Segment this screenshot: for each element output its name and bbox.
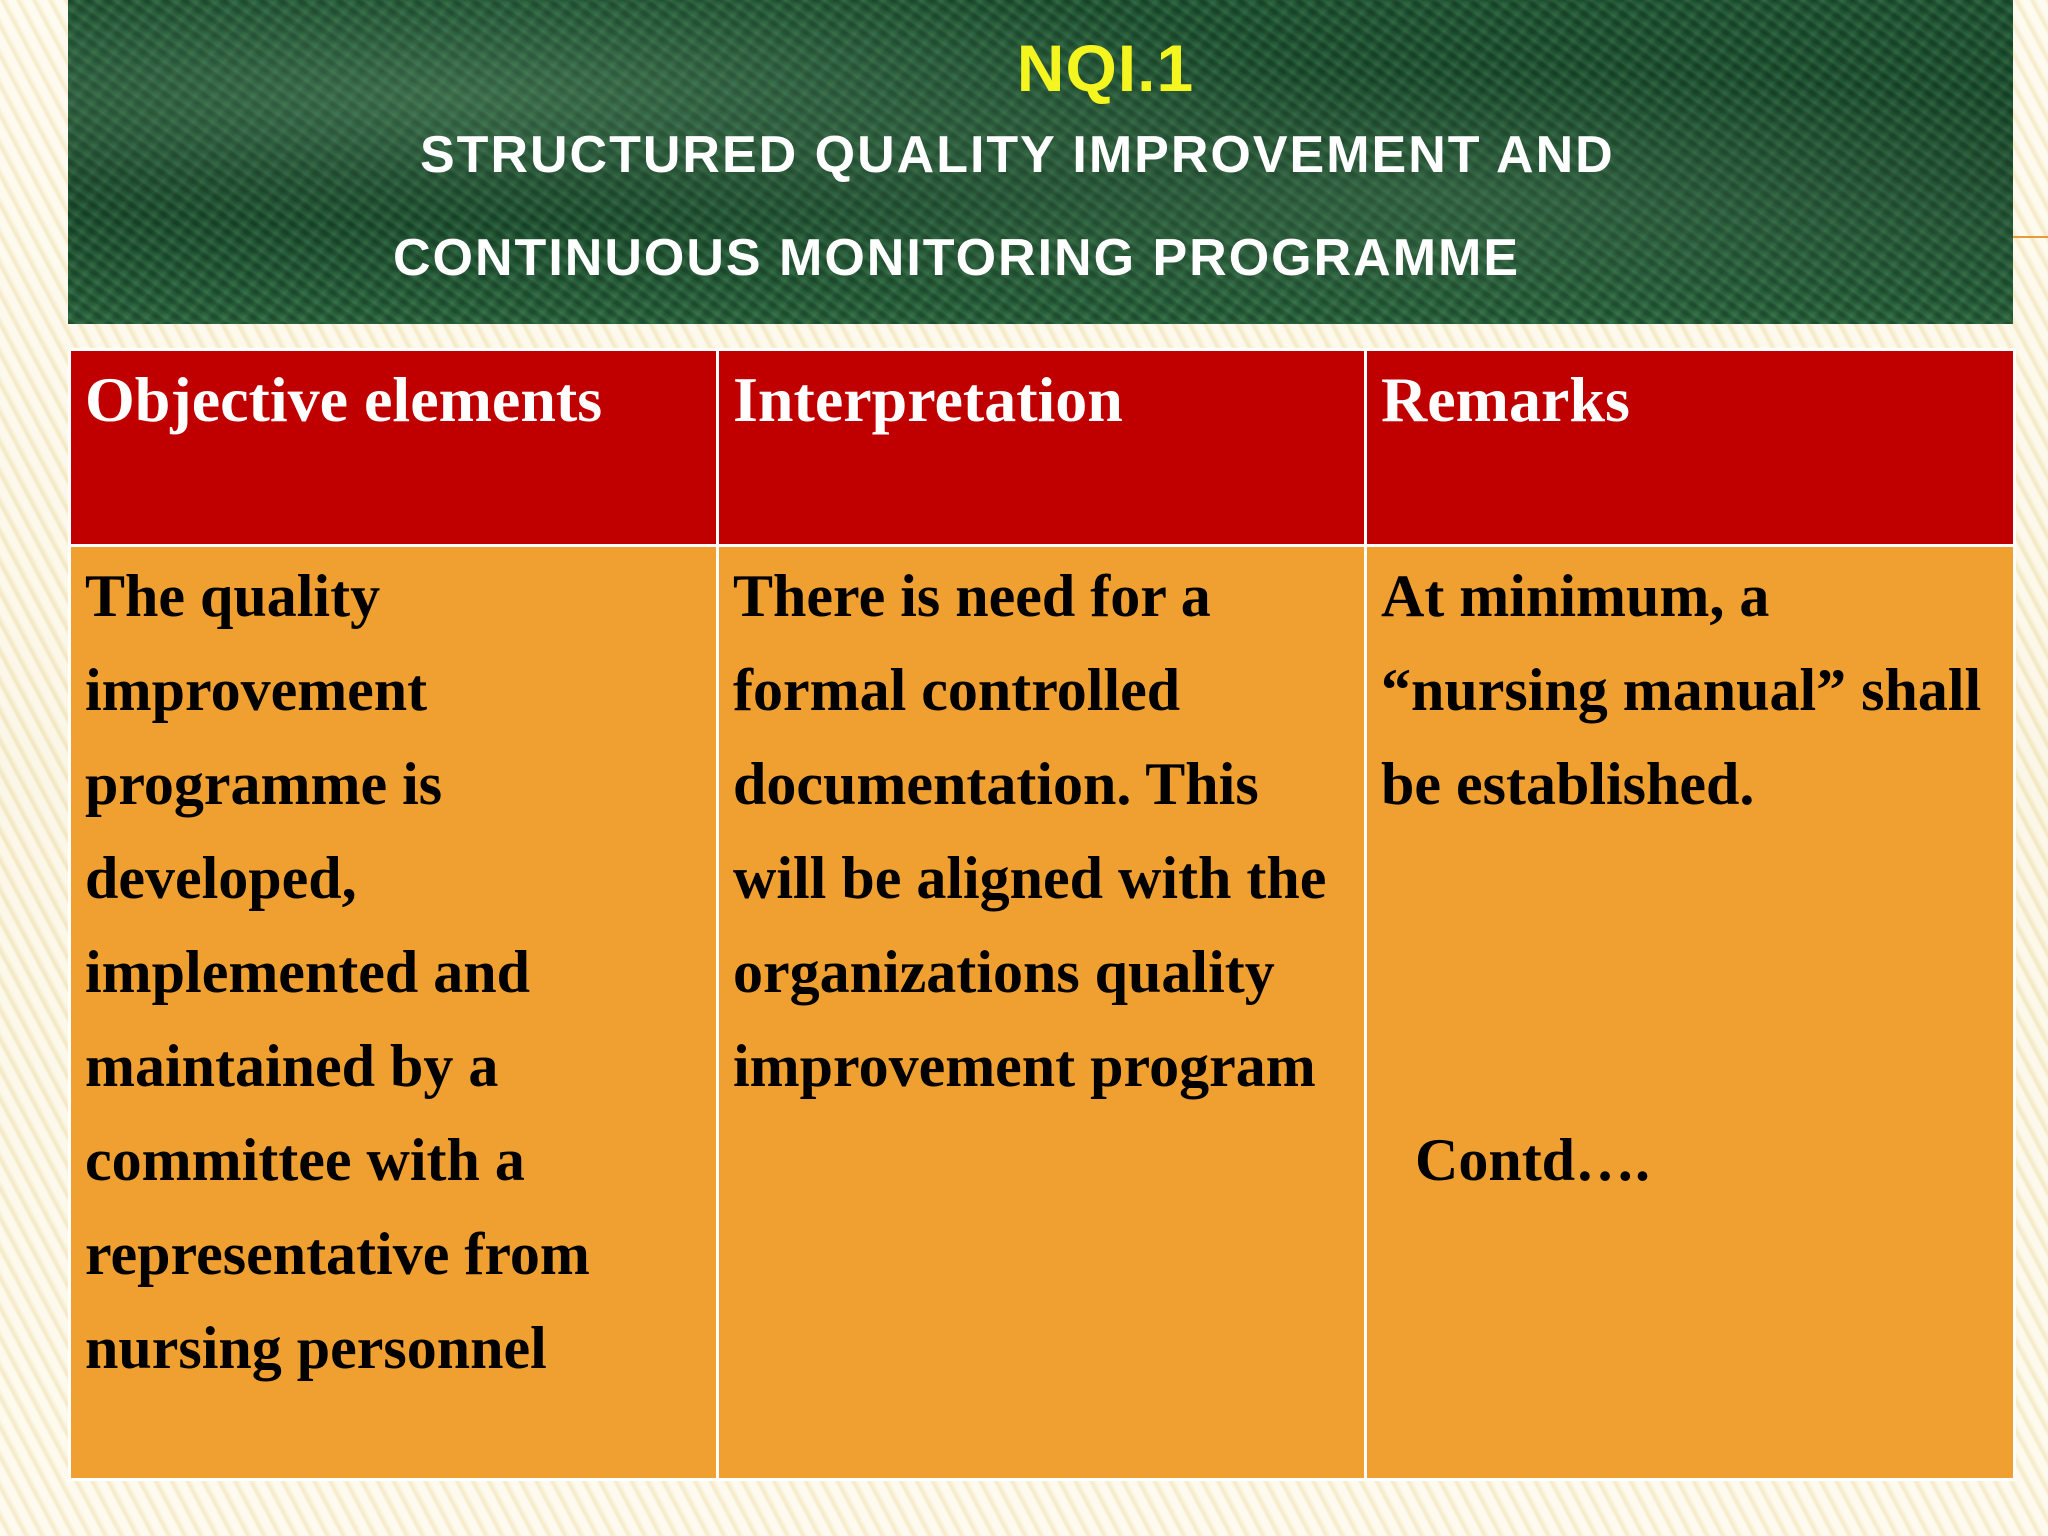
- title-line-1: STRUCTURED QUALITY IMPROVEMENT AND: [420, 126, 1615, 184]
- interpretation-text: There is need for a formal controlled documentation. This will be aligned with the organizations quality improvement program: [733, 563, 1327, 1099]
- cell-remarks: [1366, 546, 2015, 1480]
- continued-label: Contd….: [1415, 1127, 1651, 1193]
- header-objective-elements: Objective elements: [70, 350, 718, 546]
- slide-code: NQI.1: [1016, 31, 1195, 105]
- title-line-2: CONTINUOUS MONITORING PROGRAMME: [393, 229, 1521, 287]
- title-banner: [68, 0, 2013, 324]
- standards-table: [68, 348, 2016, 1481]
- table-header-row: [70, 350, 2015, 546]
- header-remarks: Remarks: [1366, 350, 2015, 546]
- cell-interpretation: [718, 546, 1366, 1480]
- header-interpretation: Interpretation: [718, 350, 1366, 546]
- accent-line: [2013, 236, 2048, 238]
- remarks-text: At minimum, a “nursing manual” shall be established.: [1381, 563, 1982, 817]
- cell-objective: [70, 546, 718, 1480]
- objective-text: The quality improvement programme is developed, implemented and maintained by a committee with a representative from nursing personnel: [85, 563, 590, 1381]
- table-row: [70, 546, 2015, 1480]
